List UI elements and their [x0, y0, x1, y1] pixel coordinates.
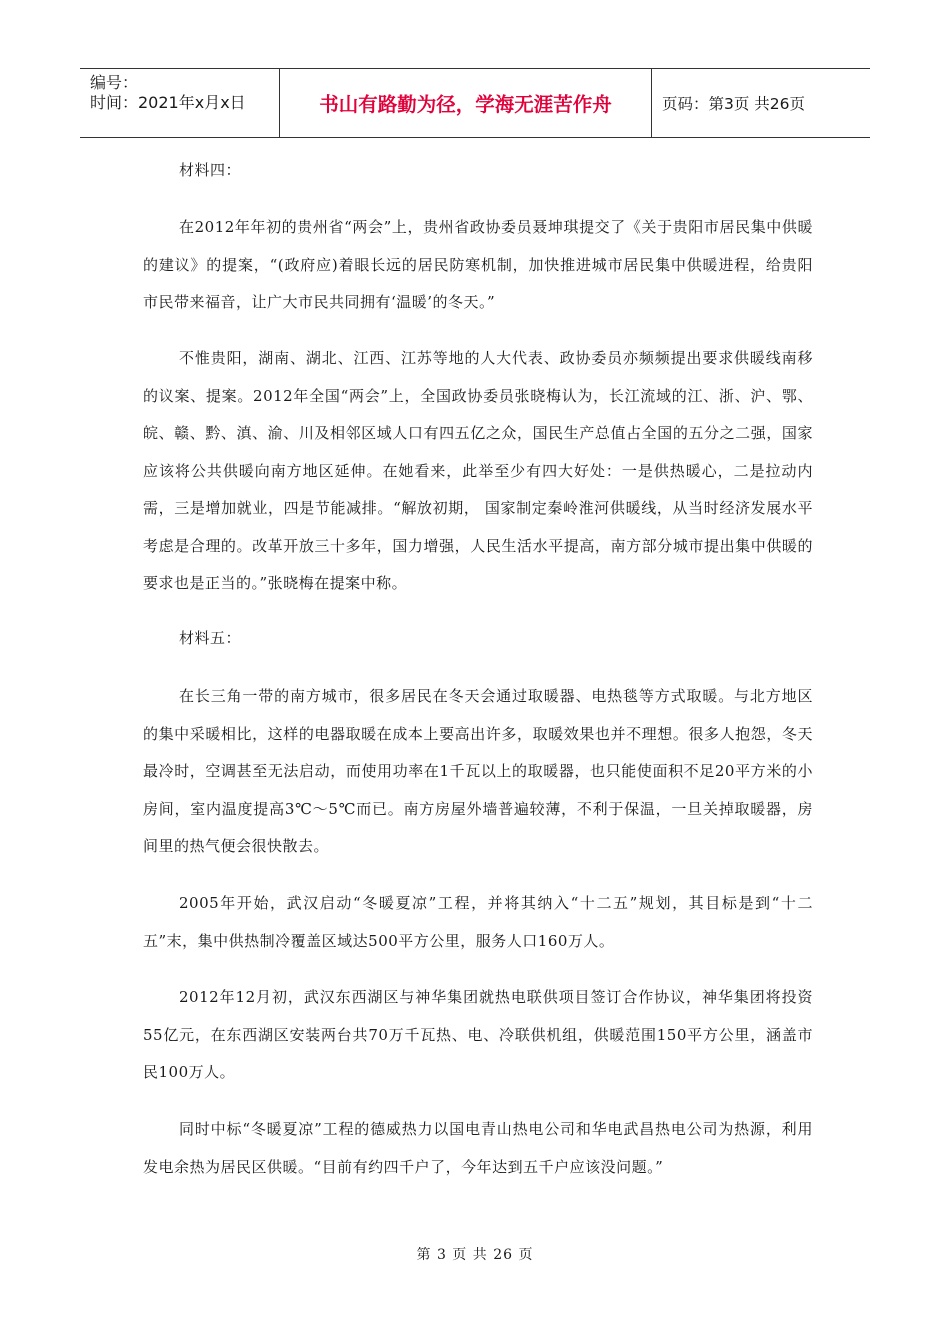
body-paragraph: 2012年12月初，武汉东西湖区与神华集团就热电联供项目签订合作协议，神华集团将投资55亿元，在东西湖区安装两台共70万千瓦热、电、冷联供机组，供暖范围150平方公里，涵盖市民100万人。 — [143, 988, 813, 1081]
header-meta — [80, 69, 280, 137]
section-title-material-5: 材料五： — [179, 629, 242, 647]
body-paragraph: 不惟贵阳，湖南、湖北、江西、江苏等地的人大代表、政协委员亦频频提出要求供暖线南移的议案、提案。2012年全国“两会”上，全国政协委员张晓梅认为，长江流域的江、浙、沪、鄂、皖、赣、黔、滇、渝、川及相邻区域人口有四五亿之众，国民生产总值占全国的五分之二强，国家应该将公共供暖向南方地区延伸。在她看来，此举至少有四大好处：一是供热暖心，二是拉动内需，三是增加就业，四是节能减排。“解放初期， 国家制定秦岭淮河供暖线，从当时经济发展水平考虑是合理的。改革开放三十多年，国力增强，人民生活水平提高，南方部分城市提出集中供暖的要求也是正当的。”张晓梅在提案中称。 — [143, 349, 813, 592]
section-title-material-4: 材料四： — [179, 161, 242, 179]
header-page-info: 页码：第3页 共26页 — [662, 95, 806, 113]
number-label: 编号： — [90, 73, 139, 92]
header-motto: 书山有路勤为径，学海无涯苦作舟 — [319, 93, 612, 116]
header-motto-cell — [280, 69, 652, 137]
page-header — [80, 68, 870, 138]
page-footer: 第 3 页 共 26 页 — [416, 1247, 534, 1263]
body-paragraph: 2005年开始，武汉启动“冬暖夏凉”工程，并将其纳入“十二五”规划，其目标是到“十二五”末，集中供热制冷覆盖区域达500平方公里，服务人口160万人。 — [143, 894, 813, 950]
body-paragraph: 在2012年年初的贵州省“两会”上，贵州省政协委员聂坤琪提交了《关于贵阳市居民集中供暖的建议》的提案，“(政府应)着眼长远的居民防寒机制，加快推进城市居民集中供暖进程，给贵阳市民带来福音，让广大市民共同拥有‘温暖’的冬天。” — [143, 218, 813, 311]
body-paragraph: 在长三角一带的南方城市，很多居民在冬天会通过取暖器、电热毯等方式取暖。与北方地区的集中采暖相比，这样的电器取暖在成本上要高出许多，取暖效果也并不理想。很多人抱怨，冬天最冷时，空调甚至无法启动，而使用功率在1千瓦以上的取暖器，也只能使面积不足20平方米的小房间，室内温度提高3℃～5℃而已。南方房屋外墙普遍较薄，不利于保温，一旦关掉取暖器，房间里的热气便会很快散去。 — [143, 687, 813, 855]
date-label: 时间：2021年x月x日 — [90, 93, 246, 112]
body-paragraph: 同时中标“冬暖夏凉”工程的德威热力以国电青山热电公司和华电武昌热电公司为热源，利用发电余热为居民区供暖。“目前有约四千户了，今年达到五千户应该没问题。” — [143, 1120, 813, 1176]
